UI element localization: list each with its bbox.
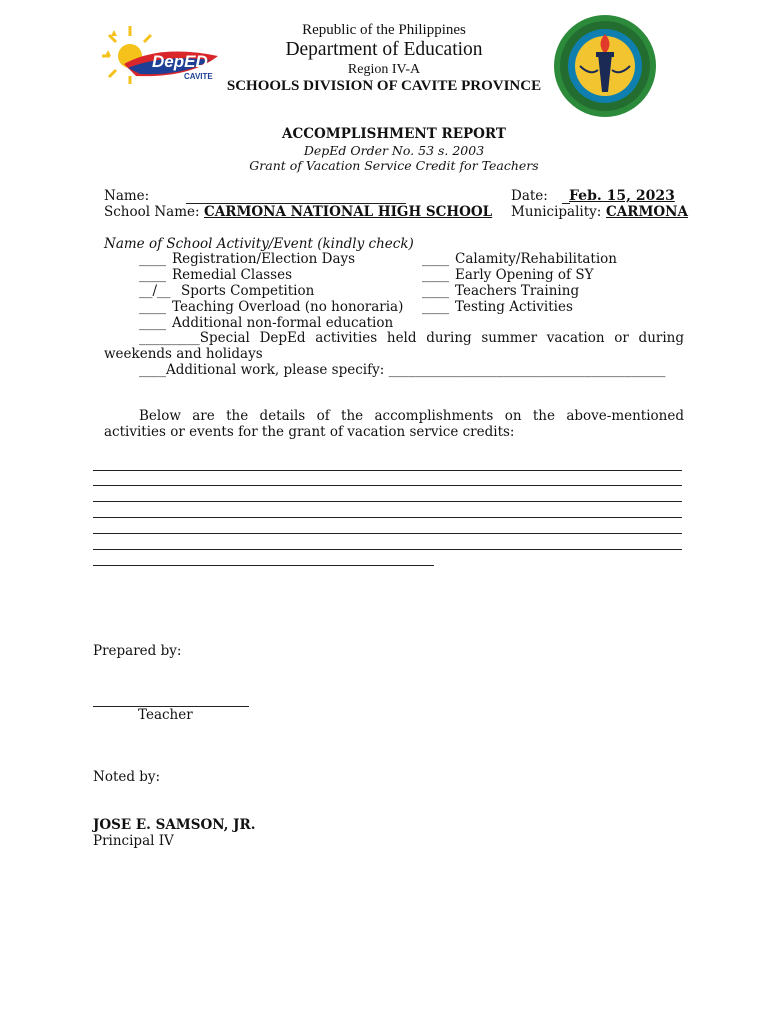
municipality-label: Municipality: [511,204,602,220]
activity-mark: ____ [139,267,166,283]
activity-mark: ____ [139,299,166,315]
activity-mark: ____ [422,283,449,299]
report-subtitle-grant: Grant of Vacation Service Credit for Teachers [249,158,539,173]
activity-remedial: Remedial Classes [172,267,293,283]
answer-line [93,470,682,471]
activity-mark: ____ [139,251,166,267]
answer-line [93,485,682,486]
principal-title: Principal IV [93,833,174,849]
header-republic: Republic of the Philippines [302,22,466,38]
school-value: CARMONA NATIONAL HIGH SCHOOL [204,204,493,220]
principal-name: JOSE E. SAMSON, JR. [93,817,256,833]
activity-sports: Sports Competition [181,283,315,299]
activity-overload: Teaching Overload (no honoraria) [172,299,404,315]
answer-line [93,517,682,518]
teacher-label: Teacher [138,707,193,723]
activity-mark: ____ [422,251,449,267]
date-label: Date: [511,188,548,204]
details-paragraph [104,408,684,440]
answer-line [93,533,682,534]
report-title: ACCOMPLISHMENT REPORT [282,126,506,142]
name-label: Name: [104,188,150,204]
activity-additional: ____Additional work, please specify: _________________________________________ [139,362,666,378]
noted-by-label: Noted by: [93,769,161,785]
activity-calamity: Calamity/Rehabilitation [455,251,617,267]
activity-testing: Testing Activities [455,299,573,315]
activity-mark: ____ [422,267,449,283]
logo-subtext: CAVITE [184,72,213,81]
prepared-by-label: Prepared by: [93,643,182,659]
activity-mark: ____ [422,299,449,315]
date-value: Feb. 15, 2023 [569,188,675,204]
activity-special-text: _________Special DepEd activities held during summer vacation or during weekends and holidays [104,330,684,362]
municipality-value: CARMONA [606,204,688,220]
activity-mark: ____ [139,315,166,331]
header-division: SCHOOLS DIVISION OF CAVITE PROVINCE [226,78,542,94]
logo-text: DepED [152,52,208,71]
activity-heading: Name of School Activity/Event (kindly check) [104,236,414,252]
answer-line [93,549,682,550]
answer-line [93,501,682,502]
header-department: Department of Education [285,39,483,60]
activity-nonformal: Additional non-formal education [172,315,394,331]
details-text: Below are the details of the accomplishments on the above-mentioned activities or events for the grant of vacation service credits: [104,408,684,440]
activity-special [104,330,684,362]
school-label: School Name: [104,204,200,220]
header-region: Region IV-A [347,62,421,77]
report-subtitle-order: DepEd Order No. 53 s. 2003 [303,143,485,158]
answer-line [93,565,434,566]
activity-mark-checked: __/__ [139,283,171,299]
activity-teachers-training: Teachers Training [455,283,580,299]
activity-registration: Registration/Election Days [172,251,356,267]
activity-early-opening: Early Opening of SY [455,267,594,283]
